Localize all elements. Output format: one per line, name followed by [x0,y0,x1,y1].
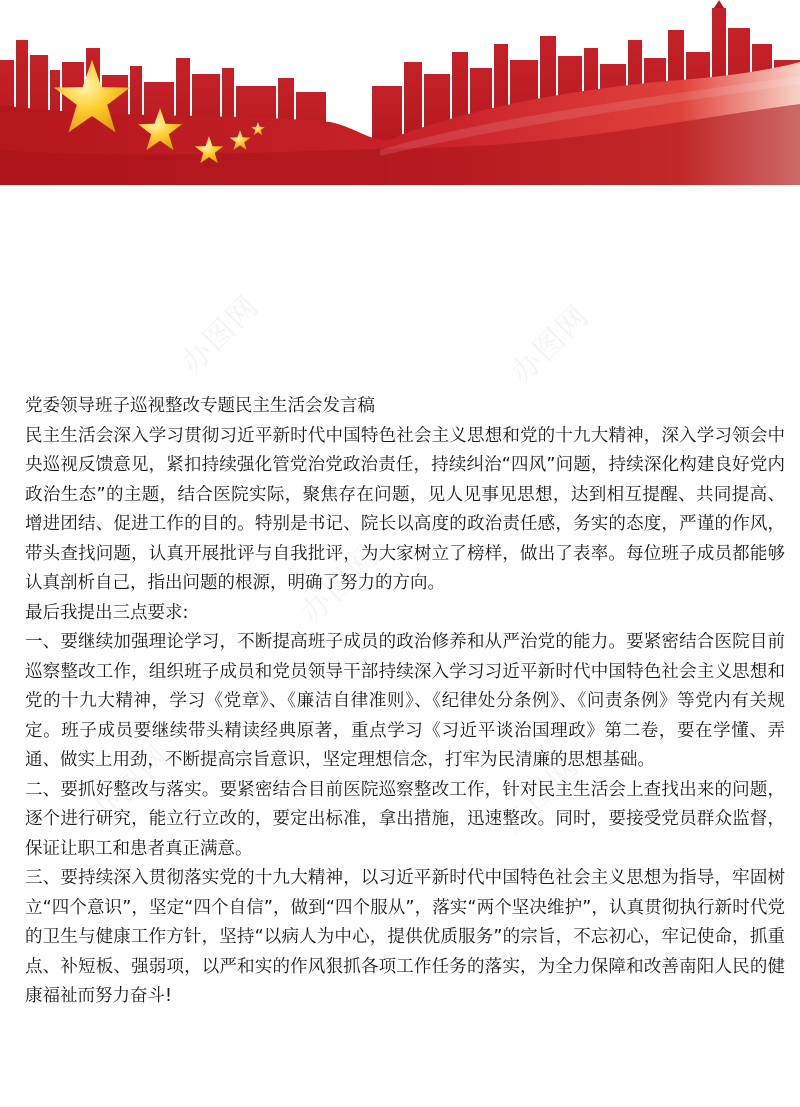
document-body [25,392,785,1012]
paragraph-intro: 民主生活会深入学习贯彻习近平新时代中国特色社会主义思想和党的十九大精神，深入学习领会中央巡视反馈意见，紧扣持续强化管党治党政治责任，持续纠治“四风”问题，持续深化构建良好党内政治生态”的主题，结合医院实际，聚焦存在问题，见人见事见思想，达到相互提醒、共同提高、增进团结、促进工作的目的。特别是书记、院长以高度的政治责任感，务实的态度，严谨的作风，带头查找问题，认真开展批评与自我批评，为大家树立了榜样，做出了表率。每位班子成员都能够认真剖析自己，指出问题的根源，明确了努力的方向。 [25,425,785,593]
paragraph-requirements-lead: 最后我提出三点要求: [25,602,189,623]
paragraph-requirement-2: 二、要抓好整改与落实。要紧密结合目前医院巡察整改工作，针对民主生活会上查找出来的问题，逐个进行研究，能立行立改的，要定出标准，拿出措施，迅速整改。同时，要接受党员群众监督，保证让职工和患者真正满意。 [25,779,785,859]
paragraph-requirement-3: 三、要持续深入贯彻落实党的十九大精神，以习近平新时代中国特色社会主义思想为指导，牢固树立“四个意识”，坚定“四个自信”，做到“四个服从”，落实“两个坚决维护”，认真贯彻执行新时代党的卫生与健康工作方针，坚持“以病人为中心，提供优质服务”的宗旨，不忘初心，牢记使命，抓重点、补短板、强弱项，以严和实的作风狠抓各项工作任务的落实，为全力保障和改善南阳人民的健康福祉而努力奋斗! [25,868,785,1006]
watermark-text: 办图网 [294,538,387,631]
paragraph-requirement-1: 一、要继续加强理论学习，不断提高班子成员的政治修养和从严治党的能力。要紧密结合医院目前巡察整改工作，组织班子成员和党员领导干部持续深入学习习近平新时代中国特色社会主义思想和党的十九大精神，学习《党章》、《廉洁自律准则》、《纪律处分条例》、《问责条例》等党内有关规定。班子成员要继续带头精读经典原著，重点学习《习近平谈治国理政》第二卷，要在学懂、弄通、做实上用劲，不断提高宗旨意识，坚定理想信念，打牢为民清廉的思想基础。 [25,632,785,770]
watermark-text: 办图网 [174,288,267,381]
document-title: 党委领导班子巡视整改专题民主生活会发言稿 [25,396,375,416]
header-banner [0,0,800,185]
watermark-text: 办图网 [494,748,587,841]
watermark-text: 办图网 [84,738,177,831]
city-skyline-banner-graphic [0,0,800,185]
watermark-text: 办图网 [504,298,597,391]
